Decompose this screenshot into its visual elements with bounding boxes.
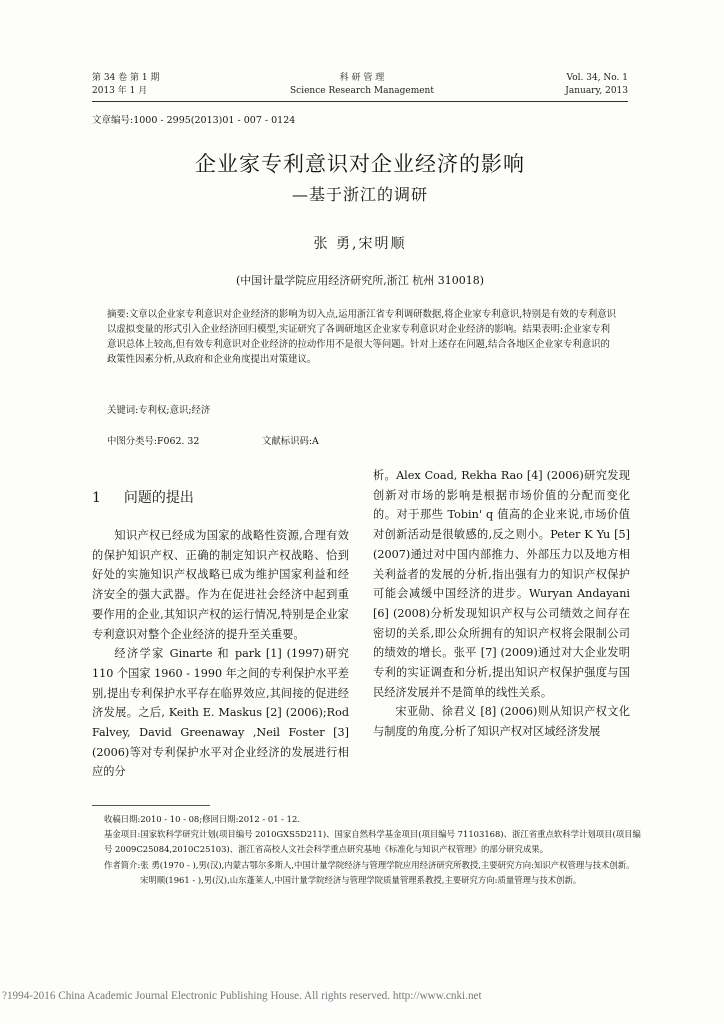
- left-column: [92, 526, 349, 782]
- header-journal-cn: 科 研 管 理: [339, 73, 385, 83]
- keywords: 关键词:专利权;意识;经济: [107, 405, 211, 416]
- footnote-author2: 宋明顺(1961 - ),男(汉),山东蓬莱人,中国计量学院经济与管理学院质量管理系教授,主要研究方向:质量管理与技术创新。: [140, 874, 582, 885]
- paragraph: 宋亚勋、徐君义 [8] (2006)则从知识产权文化与制度的角度,分析了知识产权对区域经济发展: [373, 705, 630, 739]
- paragraph: 知识产权已经成为国家的战略性资源,合理有效的保护知识产权、正确的制定知识产权战略、恰到好处的实施知识产权战略已成为维护国家利益和经济安全的强大武器。作为在促进社会经济中起到重要作用的企业,其知识产权的运行情况,特别是企业家专利意识对整个企业经济的提升至关重要。: [92, 529, 349, 641]
- abstract-block: [107, 307, 619, 367]
- paper-title: 企业家专利意识对企业经济的影响: [195, 152, 525, 176]
- footnote-rule: [92, 805, 210, 806]
- section-title: 问题的提出: [123, 490, 194, 506]
- section-number: 1: [92, 490, 101, 506]
- header-volume-cn: 第 34 卷 第 1 期: [92, 73, 160, 83]
- header-date-cn: 2013 年 1 月: [92, 86, 148, 96]
- document-code: 文献标识码:A: [262, 436, 319, 447]
- clc-number: 中图分类号:F062. 32: [107, 436, 200, 447]
- paper-subtitle: —基于浙江的调研: [291, 185, 428, 204]
- header-date-en: January, 2013: [565, 86, 628, 96]
- article-id: 文章编号:1000 - 2995(2013)01 - 007 - 0124: [92, 115, 296, 126]
- copyright-notice: ?1994-2016 China Academic Journal Electronic Publishing House. All rights reserved. http://www.cnki.net: [2, 990, 482, 1002]
- footnote-fund: 基金项目:国家软科学研究计划(项目编号 2010GXS5D211)、国家自然科学基金项目(项目编号 71103168)、浙江省重点软科学计划项目(项目编号 2009C25084,2010C25103)、浙江省高校人文社会科学重点研究基地《标准化与知识产权管理》的部分研究成果。: [104, 829, 641, 855]
- right-column: [373, 466, 630, 742]
- header-rule: [92, 101, 628, 102]
- footnote-received: 收稿日期:2010 - 10 - 08;修回日期:2012 - 01 - 12.: [104, 814, 300, 824]
- paper-authors: 张 勇,宋明顺: [313, 236, 407, 252]
- header-journal-en: Science Research Management: [290, 86, 434, 96]
- footnotes: [104, 812, 644, 888]
- paper-affiliation: (中国计量学院应用经济研究所,浙江 杭州 310018): [235, 274, 485, 287]
- paragraph: 经济学家 Ginarte 和 park [1] (1997)研究 110 个国家 1960 - 1990 年之间的专利保护水平差别,提出专利保护水平存在临界效应,其间接的促进经济发展。之后, Keith E. Maskus [2] (2006);Rod Falvey, David Greenaway ,Neil Foster [3] (2006)等对专利保护水平对企业经济的发展进行相应的分: [92, 647, 349, 779]
- section-heading: [92, 487, 194, 507]
- header-volume-en: Vol. 34, No. 1: [566, 73, 628, 83]
- abstract: 摘要:文章以企业家专利意识对企业经济的影响为切入点,运用浙江省专利调研数据,将企业家专利意识,特别是有效的专利意识以虚拟变量的形式引入企业经济回归模型,实证研究了各调研地区企业家专利意识对企业经济的影响。结果表明:企业家专利意识总体上较高,但有效专利意识对企业经济的拉动作用不是很大等问题。针对上述存在问题,结合各地区企业家专利意识的政策性因素分析,从政府和企业角度提出对策建议。: [107, 309, 616, 365]
- footnote-author1: 作者简介:张 勇(1970 - ),男(汉),内蒙古鄂尔多斯人,中国计量学院经济与管理学院应用经济研究所教授,主要研究方向:知识产权管理与技术创新。: [104, 859, 635, 870]
- paragraph: 析。Alex Coad, Rekha Rao [4] (2006)研究发现创新对市场的影响是根据市场价值的分配而变化的。对于那些 Tobin' q 值高的企业来说,市场价值对创新活动是很敏感的,反之则小。Peter K Yu [5] (2007)通过对中国内部推力、外部压力以及地方相关利益者的发展的分析,指出强有力的知识产权保护可能会减缓中国经济的进步。Wuryan Andayani [6] (2008)分析发现知识产权与公司绩效之间存在密切的关系,即公众所拥有的知识产权将会限制公司的绩效的增长。张平 [7] (2009)通过对大企业发明专利的实证调查和分析,提出知识产权保护强度与国民经济发展并不是简单的线性关系。: [373, 469, 630, 699]
